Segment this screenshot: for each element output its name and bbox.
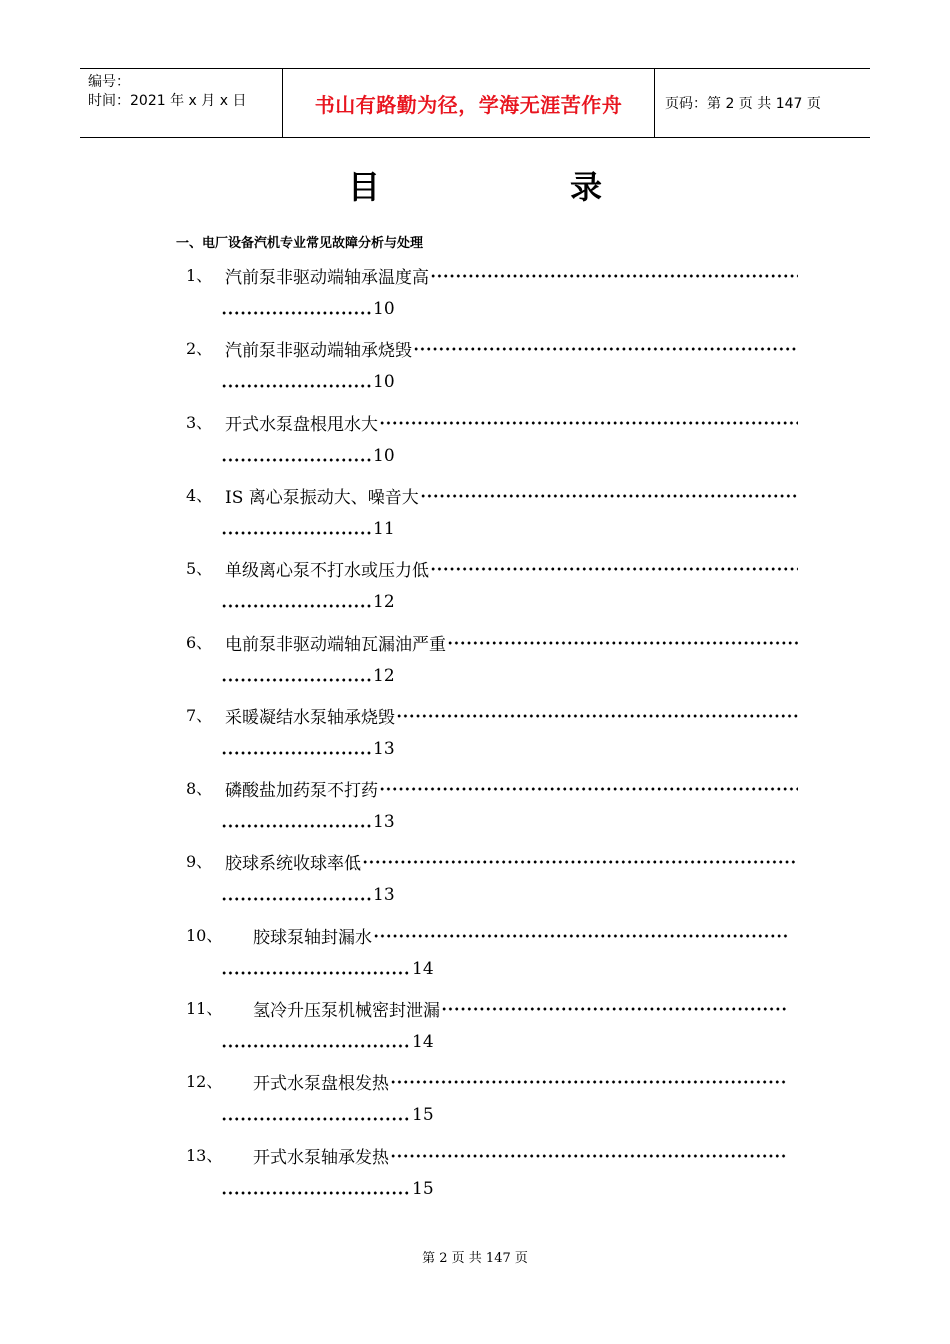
toc-entry-page: 15 <box>412 1105 434 1126</box>
header-time-label: 时间：2021 年 x 月 x 日 <box>88 93 247 109</box>
toc-entry[interactable] <box>0 336 950 410</box>
toc-leader-dots <box>221 1117 410 1121</box>
toc-entry-page: 13 <box>373 885 395 906</box>
section-heading: 一、电厂设备汽机专业常见故障分析与处理 <box>176 236 424 251</box>
toc-entry-number: 11、 <box>186 999 223 1018</box>
toc-entry-page: 10 <box>373 299 395 319</box>
header-meta <box>80 69 282 137</box>
toc-entry-number: 4、 <box>186 485 213 505</box>
toc-leader-dots <box>221 751 371 755</box>
toc-entry[interactable] <box>0 849 950 923</box>
toc-entry[interactable] <box>0 1143 950 1217</box>
title-char-right: 录 <box>570 168 603 206</box>
toc-entry-page: 14 <box>412 958 434 979</box>
toc-entry-page: 10 <box>373 445 395 466</box>
toc-leader-dots <box>221 971 410 975</box>
toc-entry-label: 磷酸盐加药泵不打药 <box>225 781 378 802</box>
toc-entry-label: 氢冷升压泵机械密封泄漏 <box>253 1001 440 1021</box>
toc-entry-number: 1、 <box>186 266 213 285</box>
toc-entry-label: 开式水泵盘根发热 <box>253 1074 389 1095</box>
toc-leader-dots <box>221 1191 410 1195</box>
toc-leader-dots <box>447 641 798 645</box>
toc-entry-number: 13、 <box>186 1145 223 1165</box>
toc-leader-dots <box>221 824 371 828</box>
toc-entry-label: 汽前泵非驱动端轴承烧毁 <box>225 341 412 362</box>
toc-entry-number: 9、 <box>186 852 213 872</box>
toc-leader-dots <box>430 567 798 571</box>
toc-entry-label: 电前泵非驱动端轴瓦漏油严重 <box>225 634 446 655</box>
header-motto: 书山有路勤为径，学海无涯苦作舟 <box>282 69 655 137</box>
header-number-label: 编号： <box>88 74 130 90</box>
toc-leader-dots <box>379 787 798 791</box>
toc-entry-label: 开式水泵盘根甩水大 <box>225 414 378 435</box>
toc-leader-dots <box>221 531 371 535</box>
toc-entry[interactable] <box>0 556 950 630</box>
toc-entry[interactable] <box>0 483 950 557</box>
toc-entry-label: 胶球泵轴封漏水 <box>253 927 372 948</box>
toc-leader-dots <box>221 384 371 388</box>
page-title <box>0 162 950 208</box>
toc-leader-dots <box>390 1080 788 1084</box>
toc-entry-page: 15 <box>412 1178 434 1199</box>
toc-entry-page: 12 <box>373 592 395 613</box>
toc-entry[interactable] <box>0 630 950 704</box>
toc-entry-label: 采暖凝结水泵轴承烧毁 <box>225 707 395 728</box>
document-header <box>80 68 870 138</box>
title-char-left: 目 <box>347 168 380 206</box>
toc-entry-number: 7、 <box>186 705 213 725</box>
toc-leader-dots <box>396 714 798 718</box>
toc-entry-label: IS 离心泵振动大、噪音大 <box>225 487 419 508</box>
toc-entry-number: 10、 <box>186 925 223 945</box>
toc-leader-dots <box>221 1044 410 1048</box>
toc-entry-label: 汽前泵非驱动端轴承温度高 <box>225 268 429 288</box>
toc-leader-dots <box>390 1154 788 1158</box>
toc-leader-dots <box>221 897 371 901</box>
toc-leader-dots <box>373 934 788 938</box>
toc-entry-page: 12 <box>373 665 395 686</box>
toc-entry-number: 3、 <box>186 412 213 432</box>
toc-entry-page: 10 <box>373 372 395 393</box>
toc-entry-number: 2、 <box>186 339 213 359</box>
toc-entry-number: 6、 <box>186 632 213 652</box>
toc-leader-dots <box>221 311 371 315</box>
toc-leader-dots <box>221 458 371 462</box>
toc-leader-dots <box>379 421 798 425</box>
toc-entry[interactable] <box>0 263 950 337</box>
toc-entry[interactable] <box>0 410 950 484</box>
toc-entry-page: 14 <box>412 1032 434 1052</box>
toc-entry-page: 11 <box>373 518 395 539</box>
toc-leader-dots <box>413 347 798 351</box>
toc-leader-dots <box>362 860 798 864</box>
toc-entry-page: 13 <box>373 738 395 759</box>
toc-entry-number: 5、 <box>186 559 213 579</box>
toc-entry[interactable] <box>0 923 950 997</box>
toc-entry[interactable] <box>0 776 950 850</box>
toc-entry-page: 13 <box>373 812 395 833</box>
toc-entry-label: 开式水泵轴承发热 <box>253 1147 389 1168</box>
page-footer: 第 2 页 共 147 页 <box>422 1251 528 1266</box>
toc-entry-label: 单级离心泵不打水或压力低 <box>225 561 429 582</box>
toc-entry[interactable] <box>0 996 950 1070</box>
toc-leader-dots <box>221 678 371 682</box>
header-page-info: 页码：第 2 页 共 147 页 <box>665 96 821 112</box>
toc-entry[interactable] <box>0 1069 950 1143</box>
toc-leader-dots <box>221 604 371 608</box>
toc-entry-label: 胶球系统收球率低 <box>225 854 361 875</box>
toc-entry[interactable] <box>0 703 950 777</box>
toc-leader-dots <box>441 1007 788 1011</box>
toc-leader-dots <box>430 274 798 278</box>
toc-entry-number: 12、 <box>186 1072 223 1092</box>
toc-entry-number: 8、 <box>186 779 213 799</box>
toc-leader-dots <box>420 494 798 498</box>
